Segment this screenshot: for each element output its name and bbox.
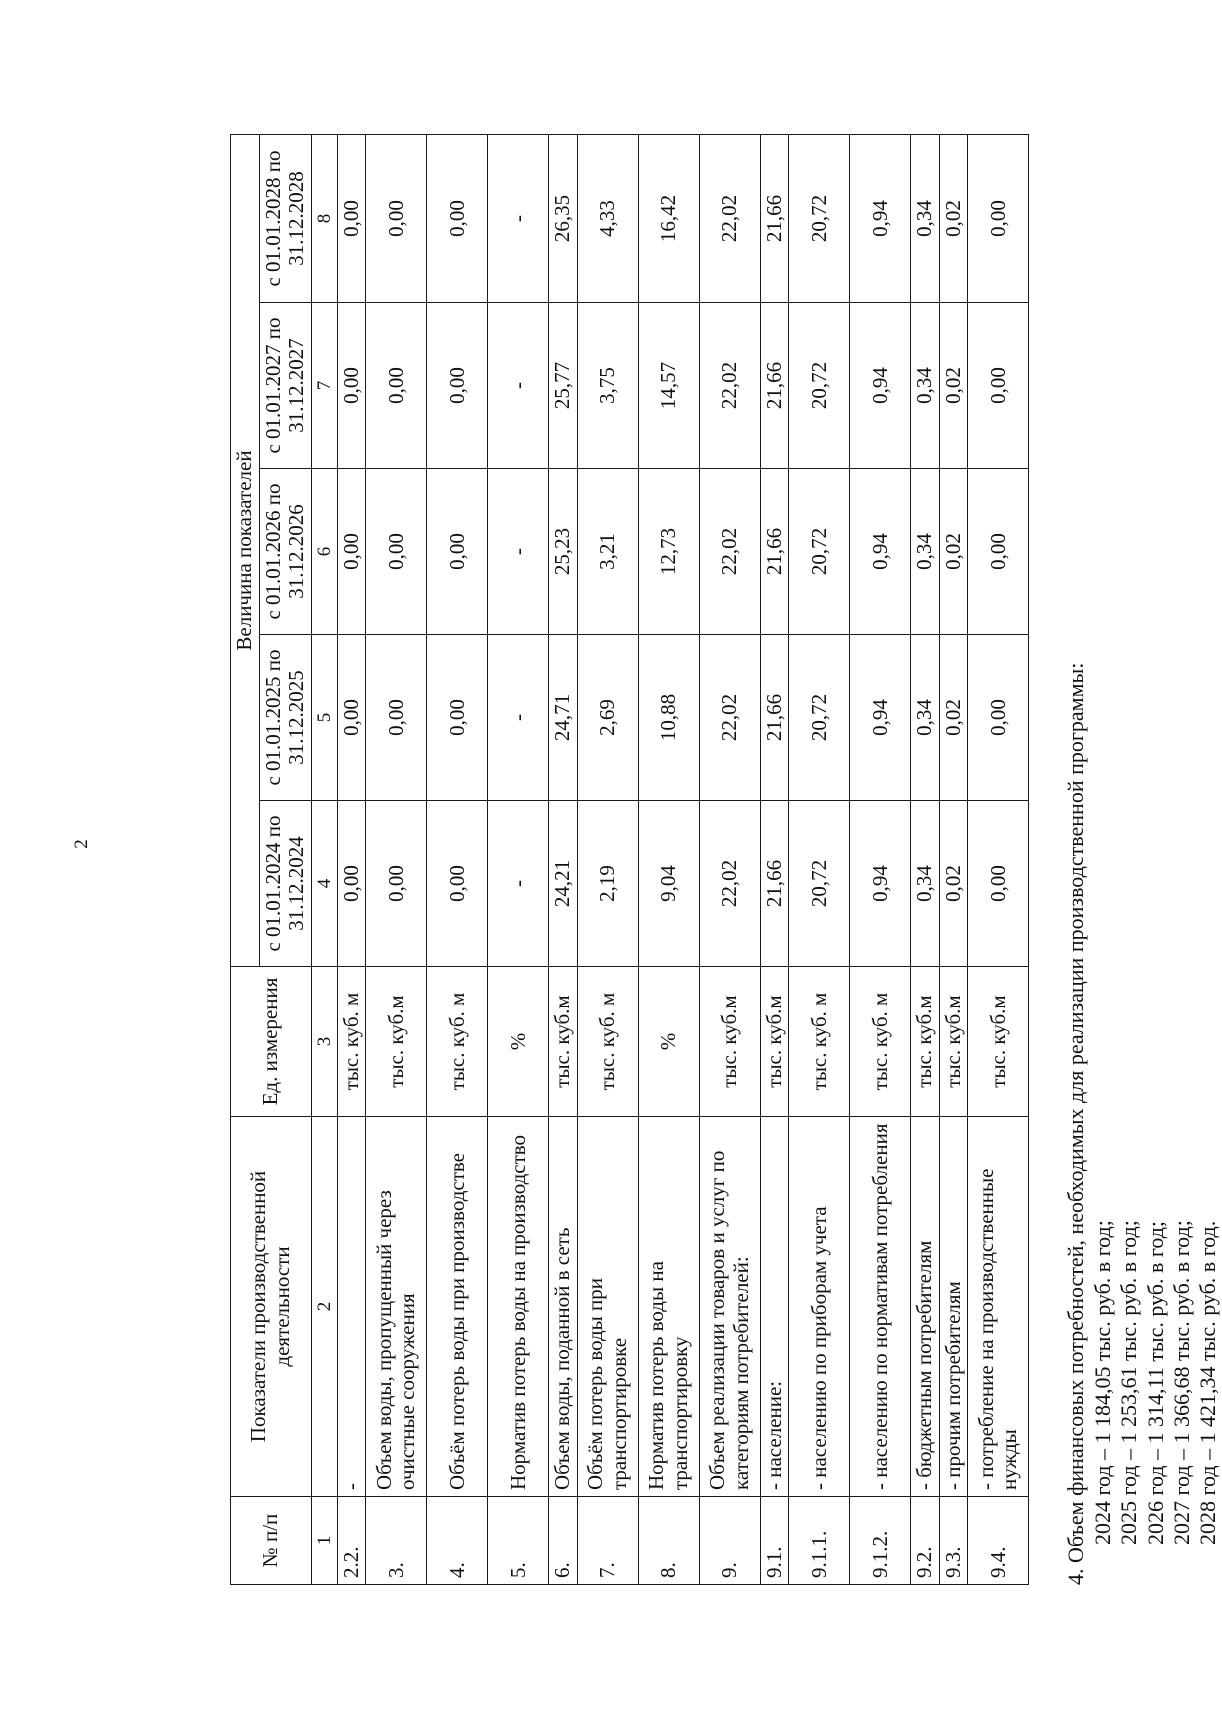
indicators-table	[230, 134, 1029, 1585]
row-value-5: -	[488, 134, 549, 302]
table-row	[427, 134, 488, 1584]
row-unit: тыс. куб.м	[968, 967, 1029, 1117]
row-indicator: - население:	[760, 1117, 789, 1497]
row-value-1: 2,19	[577, 801, 638, 967]
row-value-4: -	[488, 303, 549, 469]
row-value-4: 0,94	[850, 303, 911, 469]
row-value-3: 0,94	[850, 469, 911, 635]
row-value-4: 25,77	[549, 303, 578, 469]
row-value-5: 0,00	[427, 134, 488, 302]
row-unit: тыс. куб.м	[699, 967, 760, 1117]
row-value-1: 24,21	[549, 801, 578, 967]
period-header-5: с 01.01.2028 по 31.12.2028	[259, 134, 311, 302]
column-number-8: 8	[311, 134, 337, 302]
row-indicator: Объем реализации товаров и услуг по категориям потребителей:	[699, 1117, 760, 1497]
column-number-3: 3	[311, 967, 337, 1117]
period-header-3: с 01.01.2026 по 31.12.2026	[259, 469, 311, 635]
row-number: 7.	[577, 1497, 638, 1585]
row-value-1: 0,00	[968, 801, 1029, 967]
row-value-3: 20,72	[789, 469, 850, 635]
row-number: 9.4.	[968, 1497, 1029, 1585]
header-indicator: Показатели производственной деятельности	[231, 1117, 312, 1497]
row-unit: тыс. куб. м	[427, 967, 488, 1117]
row-value-4: 0,00	[968, 303, 1029, 469]
period-header-1: с 01.01.2024 по 31.12.2024	[259, 801, 311, 967]
row-indicator: Объём потерь воды при транспортировке	[577, 1117, 638, 1497]
column-number-7: 7	[311, 303, 337, 469]
row-value-3: 25,23	[549, 469, 578, 635]
row-indicator: Норматив потерь воды на транспортировку	[638, 1117, 699, 1497]
row-value-2: 22,02	[699, 635, 760, 801]
row-number: 5.	[488, 1497, 549, 1585]
row-value-1: 22,02	[699, 801, 760, 967]
header-no: № п/п	[231, 1497, 312, 1585]
table-row	[337, 134, 366, 1584]
header-group: Величина показателей	[231, 134, 260, 966]
row-value-2: 24,71	[549, 635, 578, 801]
row-unit: тыс. куб.м	[911, 967, 940, 1117]
row-value-2: 0,34	[911, 635, 940, 801]
row-unit: тыс. куб.м	[939, 967, 968, 1117]
row-value-5: 0,00	[337, 134, 366, 302]
column-number-1: 1	[311, 1497, 337, 1585]
row-indicator: Объем воды, пропущенный через очистные сооружения	[366, 1117, 427, 1497]
table-row	[549, 134, 578, 1584]
row-number: 2.2.	[337, 1497, 366, 1585]
row-value-1: 9,04	[638, 801, 699, 967]
row-value-1: -	[488, 801, 549, 967]
row-value-5: 21,66	[760, 134, 789, 302]
row-value-3: 0,34	[911, 469, 940, 635]
financial-line-3: 2026 год – 1 314,11 тыс. руб. в год;	[1142, 1220, 1168, 1545]
row-indicator: Норматив потерь воды на производство	[488, 1117, 549, 1497]
row-unit: %	[488, 967, 549, 1117]
row-value-3: 21,66	[760, 469, 789, 635]
table-row	[699, 134, 760, 1584]
row-value-4: 20,72	[789, 303, 850, 469]
row-value-4: 0,00	[427, 303, 488, 469]
row-value-2: 0,02	[939, 635, 968, 801]
row-value-3: 3,21	[577, 469, 638, 635]
row-indicator: Объем воды, поданной в сеть	[549, 1117, 578, 1497]
row-value-2: 20,72	[789, 635, 850, 801]
row-unit: тыс. куб. м	[337, 967, 366, 1117]
row-value-5: 22,02	[699, 134, 760, 302]
row-value-3: 0,00	[366, 469, 427, 635]
table-row	[789, 134, 850, 1584]
period-header-4: с 01.01.2027 по 31.12.2027	[259, 303, 311, 469]
row-value-4: 22,02	[699, 303, 760, 469]
row-value-5: 16,42	[638, 134, 699, 302]
row-unit: тыс. куб.м	[366, 967, 427, 1117]
row-unit: %	[638, 967, 699, 1117]
row-value-3: 0,00	[968, 469, 1029, 635]
row-number: 9.3.	[939, 1497, 968, 1585]
row-value-1: 0,94	[850, 801, 911, 967]
financial-line-2: 2025 год – 1 253,61 тыс. руб. в год;	[1116, 1220, 1142, 1545]
table-row	[968, 134, 1029, 1584]
column-number-5: 5	[311, 635, 337, 801]
table-body	[337, 134, 1029, 1584]
row-value-5: 0,00	[968, 134, 1029, 302]
row-unit: тыс. куб.м	[760, 967, 789, 1117]
row-value-1: 0,00	[366, 801, 427, 967]
row-value-3: 0,00	[337, 469, 366, 635]
row-number: 4.	[427, 1497, 488, 1585]
table-row	[939, 134, 968, 1584]
financial-lines	[1090, 135, 1222, 1545]
rotated-content	[230, 135, 1221, 1585]
row-value-5: 0,34	[911, 134, 940, 302]
row-value-2: -	[488, 635, 549, 801]
column-number-2: 2	[311, 1117, 337, 1497]
table-row	[760, 134, 789, 1584]
row-value-5: 4,33	[577, 134, 638, 302]
row-value-2: 0,00	[337, 635, 366, 801]
section-heading: 4. Объем финансовых потребностей, необходимых для реализации производственной программы:	[1063, 662, 1089, 1585]
header-row-1	[231, 134, 260, 1584]
financial-line-5: 2028 год – 1 421,34 тыс. руб. в год.	[1195, 1220, 1221, 1545]
row-indicator: - населению по нормативам потребления	[850, 1117, 911, 1497]
row-value-4: 0,34	[911, 303, 940, 469]
row-value-1: 0,34	[911, 801, 940, 967]
row-value-2: 0,00	[968, 635, 1029, 801]
row-value-1: 0,00	[427, 801, 488, 967]
financial-line-4: 2027 год – 1 366,68 тыс. руб. в год;	[1168, 1220, 1194, 1545]
table-row	[488, 134, 549, 1584]
row-value-3: 0,00	[427, 469, 488, 635]
row-value-2: 0,00	[366, 635, 427, 801]
period-header-2: с 01.01.2025 по 31.12.2025	[259, 635, 311, 801]
table-row	[366, 134, 427, 1584]
table-row	[638, 134, 699, 1584]
row-unit: тыс. куб. м	[850, 967, 911, 1117]
row-indicator: -	[337, 1117, 366, 1497]
row-value-5: 0,00	[366, 134, 427, 302]
row-value-2: 0,94	[850, 635, 911, 801]
row-value-3: -	[488, 469, 549, 635]
row-indicator: - бюджетным потребителям	[911, 1117, 940, 1497]
row-value-4: 14,57	[638, 303, 699, 469]
row-number: 9.1.2.	[850, 1497, 911, 1585]
row-value-1: 20,72	[789, 801, 850, 967]
column-numbers-row	[311, 134, 337, 1584]
row-value-2: 2,69	[577, 635, 638, 801]
column-number-6: 6	[311, 469, 337, 635]
row-value-4: 0,02	[939, 303, 968, 469]
row-value-1: 21,66	[760, 801, 789, 967]
table-row	[850, 134, 911, 1584]
row-value-3: 12,73	[638, 469, 699, 635]
row-value-4: 21,66	[760, 303, 789, 469]
row-number: 6.	[549, 1497, 578, 1585]
row-indicator: - прочим потребителям	[939, 1117, 968, 1497]
row-value-3: 0,02	[939, 469, 968, 635]
row-value-4: 3,75	[577, 303, 638, 469]
row-number: 9.1.1.	[789, 1497, 850, 1585]
row-value-5: 0,94	[850, 134, 911, 302]
page-number: 2	[71, 839, 92, 849]
row-value-4: 0,00	[366, 303, 427, 469]
row-value-4: 0,00	[337, 303, 366, 469]
row-unit: тыс. куб.м	[549, 967, 578, 1117]
row-number: 9.1.	[760, 1497, 789, 1585]
row-indicator: - потребление на производственные нужды	[968, 1117, 1029, 1497]
table-row	[577, 134, 638, 1584]
row-indicator: - населению по приборам учета	[789, 1117, 850, 1497]
row-value-5: 0,02	[939, 134, 968, 302]
header-unit: Ед. измерения	[231, 967, 312, 1117]
table-row	[911, 134, 940, 1584]
financial-needs-section	[1063, 135, 1221, 1585]
row-indicator: Объём потерь воды при производстве	[427, 1117, 488, 1497]
row-number: 8.	[638, 1497, 699, 1585]
row-value-1: 0,02	[939, 801, 968, 967]
financial-line-1: 2024 год – 1 184,05 тыс. руб. в год;	[1089, 1220, 1115, 1545]
row-value-5: 20,72	[789, 134, 850, 302]
row-value-5: 26,35	[549, 134, 578, 302]
row-unit: тыс. куб. м	[577, 967, 638, 1117]
row-value-1: 0,00	[337, 801, 366, 967]
row-number: 9.2.	[911, 1497, 940, 1585]
row-value-2: 21,66	[760, 635, 789, 801]
row-value-2: 10,88	[638, 635, 699, 801]
column-number-4: 4	[311, 801, 337, 967]
row-value-2: 0,00	[427, 635, 488, 801]
row-unit: тыс. куб. м	[789, 967, 850, 1117]
row-value-3: 22,02	[699, 469, 760, 635]
row-number: 9.	[699, 1497, 760, 1585]
row-number: 3.	[366, 1497, 427, 1585]
